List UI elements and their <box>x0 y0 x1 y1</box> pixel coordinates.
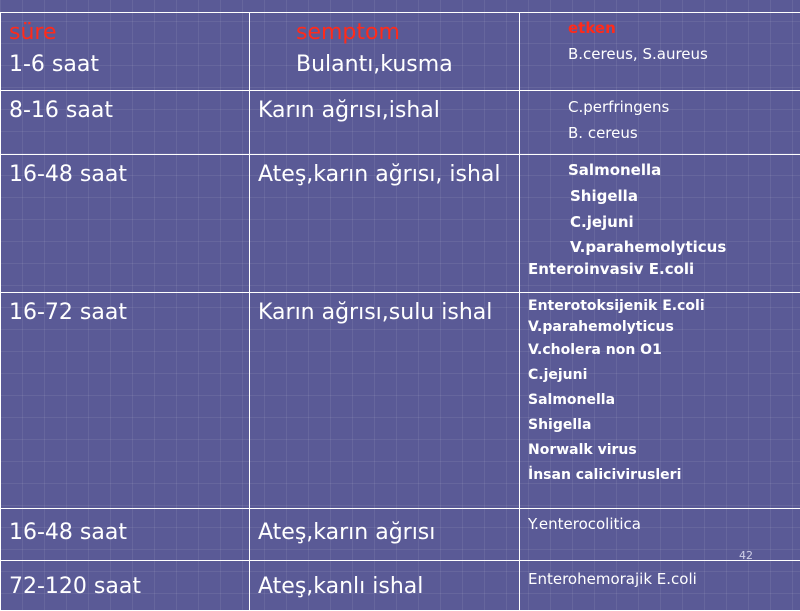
symptom-text: Ateş,karın ağrısı <box>250 509 519 549</box>
cell-symptom <box>250 13 520 91</box>
agent-item: B. cereus <box>520 120 800 146</box>
col-header-sure: süre <box>1 13 249 49</box>
symptom-text: Ateş,kanlı ishal <box>250 561 519 603</box>
table-row <box>1 155 800 293</box>
table-row <box>1 509 800 561</box>
agent-item: İnsan calicivirusleri <box>520 463 800 488</box>
col-header-semptom: semptom <box>250 13 519 49</box>
symptom-text: Karın ağrısı,ishal <box>250 91 519 127</box>
food-poisoning-table <box>0 12 800 611</box>
duration-text: 16-48 saat <box>1 509 249 549</box>
agent-item: Norwalk virus <box>520 438 800 463</box>
col-header-etken: etken <box>520 13 800 41</box>
symptom-text: Bulantı,kusma <box>250 49 519 81</box>
agent-item: Shigella <box>520 413 800 438</box>
page-number: 42 <box>739 549 753 562</box>
agent-item: Enterohemorajik E.coli <box>520 561 800 592</box>
agent-text: B.cereus, S.aureus <box>520 41 800 67</box>
duration-text: 1-6 saat <box>1 49 249 81</box>
symptom-text: Ateş,karın ağrısı, ishal <box>250 155 519 191</box>
table-row <box>1 293 800 509</box>
table-row <box>1 561 800 611</box>
agent-item: Enterotoksijenik E.coli <box>520 296 800 316</box>
agent-item: Salmonella <box>520 388 800 413</box>
agent-item: Shigella <box>520 183 800 209</box>
table-row <box>1 91 800 155</box>
agent-item: C.jejuni <box>520 363 800 388</box>
duration-text: 16-72 saat <box>1 293 249 329</box>
agent-item: V.parahemolyticus <box>520 235 800 259</box>
duration-text: 16-48 saat <box>1 155 249 191</box>
agent-item: V.cholera non O1 <box>520 338 800 363</box>
agent-item: V.parahemolyticus <box>520 316 800 338</box>
agent-item: C.jejuni <box>520 209 800 235</box>
agent-item: Y.enterocolitica <box>520 509 800 537</box>
cell-duration <box>1 13 250 91</box>
agent-item: C.perfringens <box>520 94 800 120</box>
cell-agent <box>520 13 800 91</box>
duration-text: 8-16 saat <box>1 91 249 127</box>
symptom-text: Karın ağrısı,sulu ishal <box>250 293 519 329</box>
agent-item: Salmonella <box>520 157 800 183</box>
agent-item: Enteroinvasiv E.coli <box>520 259 800 279</box>
duration-text: 72-120 saat <box>1 561 249 603</box>
table-header-row <box>1 13 800 91</box>
